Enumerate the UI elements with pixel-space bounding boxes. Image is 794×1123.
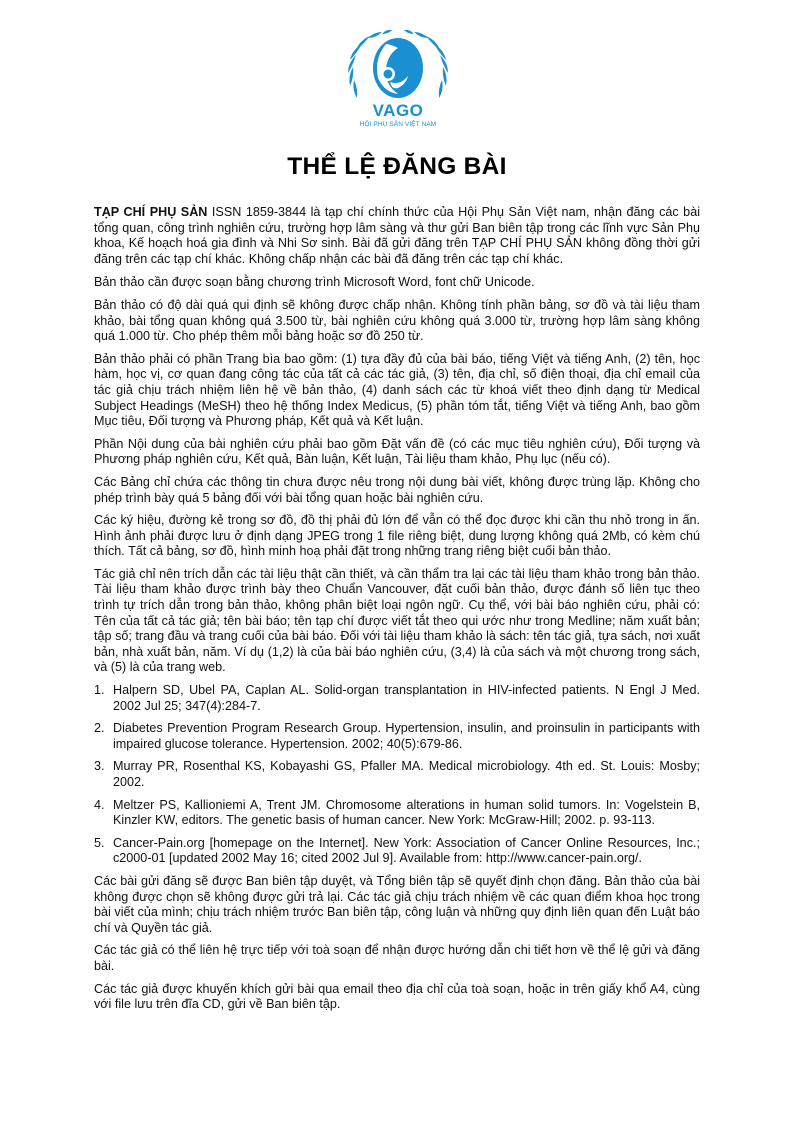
- document-body: [94, 205, 700, 1020]
- reference-text: Meltzer PS, Kallioniemi A, Trent JM. Chromosome alterations in human solid tumors. In: Vogelstein B, Kinzler KW, editors. The genetic basis of human cancer. New York: McGraw-Hill; 2002. p. 93-113.: [113, 797, 700, 828]
- reference-number: 2.: [94, 721, 105, 736]
- reference-number: 1.: [94, 683, 105, 698]
- paragraph-contact: Các tác giả có thể liên hệ trực tiếp với toà soạn để nhận được hướng dẫn chi tiết hơn về thể lệ gửi và đăng bài.: [94, 943, 700, 973]
- reference-number: 3.: [94, 759, 105, 774]
- reference-text: Cancer-Pain.org [homepage on the Internet]. New York: Association of Cancer Online Resources, Inc.; c2000-01 [updated 2002 May 16; cited 2002 Jul 9]. Available from: http://www.cancer-pain.org/.: [113, 835, 700, 866]
- paragraph-references: Tác giả chỉ nên trích dẫn các tài liệu thật cần thiết, và cần thẩm tra lại các tài liệu tham khảo trong bản thảo. Tài liệu tham khảo được trình bày theo Chuẩn Vancouver, đặt cuối bản thảo, được đánh số liên tục theo trình tự trích dẫn trong bản thảo, không phân biệt loại ngôn ngữ. Cụ thể, với bài báo nghiên cứu, phải có: Tên của tất cả tác giả; tên bài báo; tên tạp chí được viết tắt theo qui ước như trong Medline; năm xuất bản; tập số; trang đầu và trang cuối của bài báo. Đối với tài liệu tham khảo là sách: tên tác giả, tựa sách, nơi xuất bản, nhà xuất bản, năm. Ví dụ (1,2) là của bài báo nghiên cứu, (3,4) là của sách và một chương trong sách, và (5) là của trang web.: [94, 566, 700, 675]
- reference-number: 5.: [94, 835, 105, 850]
- logo-name: VAGO: [372, 101, 424, 120]
- paragraph-figures: Các ký hiệu, đường kẻ trong sơ đồ, đồ thị phải đủ lớn để vẫn có thể đọc được khi cần thu nhỏ trong in ấn. Hình ảnh phải được lưu ở định dạng JPEG trong 1 file riêng biệt, dung lượng không quá 2Mb, có kèm chú thích. Tất cả bảng, sơ đồ, hình minh hoạ phải đặt trong những trang riêng biệt cuối bản thảo.: [94, 513, 700, 559]
- vago-logo: [340, 28, 456, 140]
- reference-text: Halpern SD, Ubel PA, Caplan AL. Solid-organ transplantation in HIV-infected patients. N Engl J Med. 2002 Jul 25; 347(4):284-7.: [113, 683, 700, 713]
- reference-item: [94, 683, 700, 714]
- paragraph-tables: Các Bảng chỉ chứa các thông tin chưa được nêu trong nội dung bài viết, không được trùng lặp. Không cho phép trình bày quá 5 bảng đối với bài tổng quan hoặc bài nghiên cứu.: [94, 474, 700, 505]
- reference-item: [94, 798, 700, 829]
- paragraph-review: Các bài gửi đăng sẽ được Ban biên tập duyệt, và Tổng biên tập sẽ quyết định chọn đăng. Bản thảo của bài không được chọn sẽ không được gửi trả lại. Các tác giả chịu trách nhiệm về các quan điểm khoa học trong bài viết của mình; chịu trách nhiệm trước Ban biên tập, công luận và những quy định liên quan đến Luật báo chí và Quyền tác giả.: [94, 873, 700, 935]
- page-title: THỂ LỆ ĐĂNG BÀI: [287, 153, 507, 180]
- intro-paragraph: [94, 205, 700, 267]
- paragraph-submission: Các tác giả được khuyến khích gửi bài qua email theo địa chỉ của toà soạn, hoặc in trên giấy khổ A4, cùng với file lưu trên đĩa CD, gửi về Ban biên tập.: [94, 981, 700, 1012]
- paragraph-format: Bản thảo cần được soạn bằng chương trình Microsoft Word, font chữ Unicode.: [94, 275, 535, 290]
- reference-number: 4.: [94, 797, 105, 812]
- reference-item: [94, 759, 700, 790]
- reference-list: [94, 683, 700, 867]
- intro-text: ISSN 1859-3844 là tạp chí chính thức của Hội Phụ Sản Việt nam, nhận đăng các bài tổng quan, công trình nghiên cứu, trường hợp lâm sàng và thư gửi Ban biên tập trong các lĩnh vực Sản Phụ khoa, Kế hoạch hoá gia đình và Nhi Sơ sinh. Bài đã gửi đăng trên TẠP CHÍ PHỤ SẢN không đồng thời gửi đăng trên các tạp chí khác. Không chấp nhận các bài đã đăng trên các tạp chí khác.: [94, 205, 700, 266]
- paragraph-cover-page: Bản thảo phải có phần Trang bìa bao gồm: (1) tựa đầy đủ của bài báo, tiếng Việt và tiếng Anh, (2) tên, học hàm, học vị, cơ quan đang công tác của tất cả các tác giả, (3) tên, địa chỉ, số điện thoại, địa chỉ email của tác giả chịu trách nhiệm liên hệ về bản thảo, (4) danh sách các từ khoá viết theo định dạng từ Medical Subject Headings (MeSH) theo hệ thống Index Medicus, (5) phần tóm tắt, tiếng Việt và tiếng Anh, bao gồm Mục tiêu, Đối tượng và Phương pháp, Kết quả và Kết luận.: [94, 351, 700, 429]
- mother-child-laurel-icon: [340, 28, 456, 104]
- reference-item: [94, 721, 700, 752]
- reference-item: [94, 836, 700, 867]
- reference-text: Murray PR, Rosenthal KS, Kobayashi GS, Pfaller MA. Medical microbiology. 4th ed. St. Louis: Mosby; 2002.: [113, 759, 700, 789]
- journal-name: TẠP CHÍ PHỤ SẢN: [94, 205, 208, 219]
- paragraph-content: Phần Nội dung của bài nghiên cứu phải bao gồm Đặt vấn đề (có các mục tiêu nghiên cứu), Đối tượng và Phương pháp nghiên cứu, Kết quả, Bàn luận, Kết luận, Tài liệu tham khảo, Phụ lục (nếu có).: [94, 436, 700, 467]
- paragraph-length: Bản thảo có độ dài quá qui định sẽ không được chấp nhận. Không tính phần bảng, sơ đồ và tài liệu tham khảo, bài tổng quan không quá 3.500 từ, bài nghiên cứu không quá 3.000 từ, trường hợp lâm sàng không quá 1.000 từ. Cho phép thêm mỗi bảng hoặc sơ đồ 250 từ.: [94, 297, 700, 344]
- reference-text: Diabetes Prevention Program Research Group. Hypertension, insulin, and proinsulin in participants with impaired glucose tolerance. Hypertension. 2002; 40(5):679-86.: [113, 721, 700, 751]
- logo-subtitle: HỘI PHỤ SẢN VIỆT NAM: [359, 121, 437, 128]
